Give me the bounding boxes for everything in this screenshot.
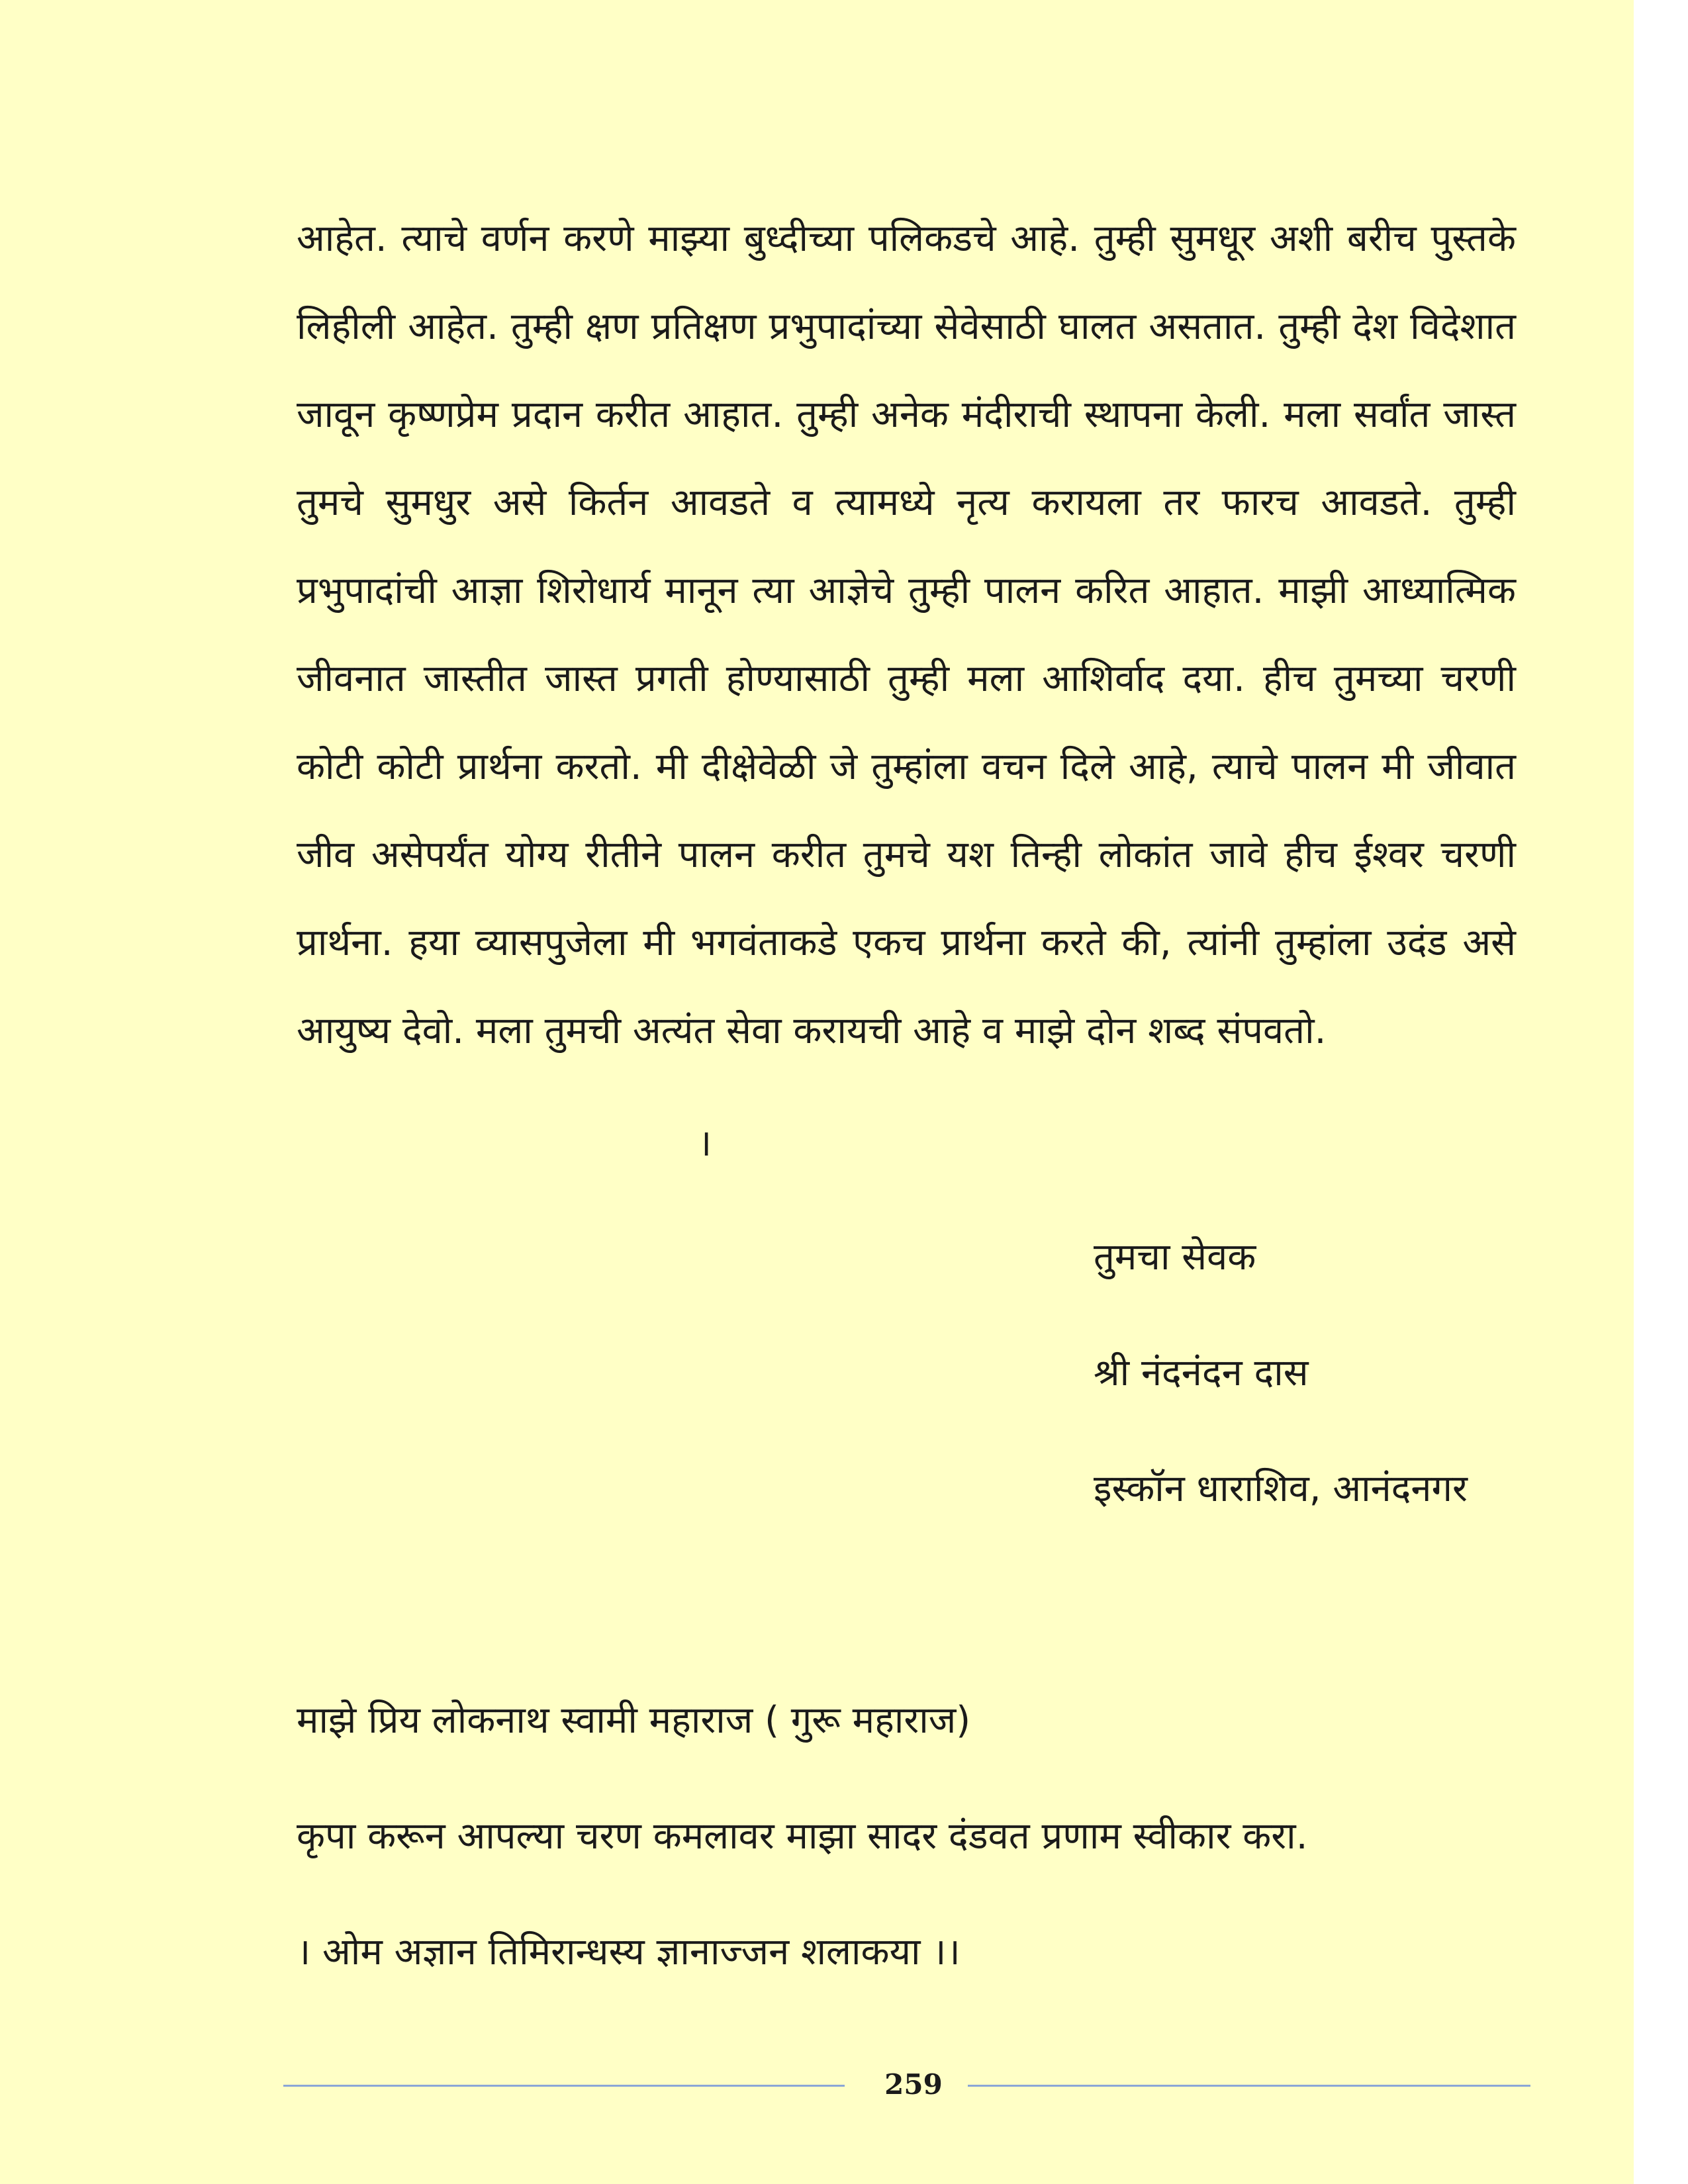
signature-name: श्री नंदनंदन दास	[1094, 1351, 1309, 1394]
signature-closing: तुमचा सेवक	[1094, 1236, 1256, 1279]
footer-rule-right	[968, 2085, 1530, 2087]
signature-place: इस्कॉन धाराशिव, आनंदनगर	[1094, 1467, 1468, 1510]
page-number: 259	[884, 2068, 943, 2101]
danda-mark: ।	[698, 1122, 712, 1165]
letter-body-paragraph: आहेत. त्याचे वर्णन करणे माझ्या बुध्दीच्या पलिकडचे आहे. तुम्ही सुमधूर अशी बरीच पुस्तके लिहीली आहेत. तुम्ही क्षण प्रतिक्षण प्रभुपादांच्या सेवेसाठी घालत असतात. तुम्ही देश विदेशात जावून कृष्णप्रेम प्रदान करीत आहात. तुम्ही अनेक मंदीराची स्थापना केली. मला सर्वांत जास्त तुमचे सुमधुर असे किर्तन आवडते व त्यामध्ये नृत्य करायला तर फारच आवडते. तुम्ही प्रभुपादांची आज्ञा शिरोधार्य मानून त्या आज्ञेचे तुम्ही पालन करित आहात. माझी आध्यात्मिक जीवनात जास्तीत जास्त प्रगती होण्यासाठी तुम्ही मला आशिर्वाद दया. हीच तुमच्या चरणी कोटी कोटी प्रार्थना करतो. मी दीक्षेवेळी जे तुम्हांला वचन दिले आहे, त्याचे पालन मी जीवात जीव असेपर्यंत योग्य रीतीने पालन करीत तुमचे यश तिन्ही लोकांत जावे हीच ईश्वर चरणी प्रार्थना. हया व्यासपुजेला मी भगवंताकडे एकच प्रार्थना करते की, त्यांनी तुम्हांला उदंड असे आयुष्य देवो. मला तुमची अत्यंत सेवा करायची आहे व माझे दोन शब्द संपवतो.	[297, 217, 1516, 1052]
greeting: कृपा करून आपल्या चरण कमलावर माझा सादर दंडवत प्रणाम स्वीकार करा.	[297, 1815, 1308, 1858]
mantra: । ओम अज्ञान तिमिरान्धस्य ज्ञानाज्जन शलाकया ।।	[297, 1931, 961, 1974]
salutation: माझे प्रिय लोकनाथ स्वामी महाराज ( गुरू महाराज)	[297, 1699, 971, 1742]
footer-rule-left	[283, 2085, 845, 2087]
